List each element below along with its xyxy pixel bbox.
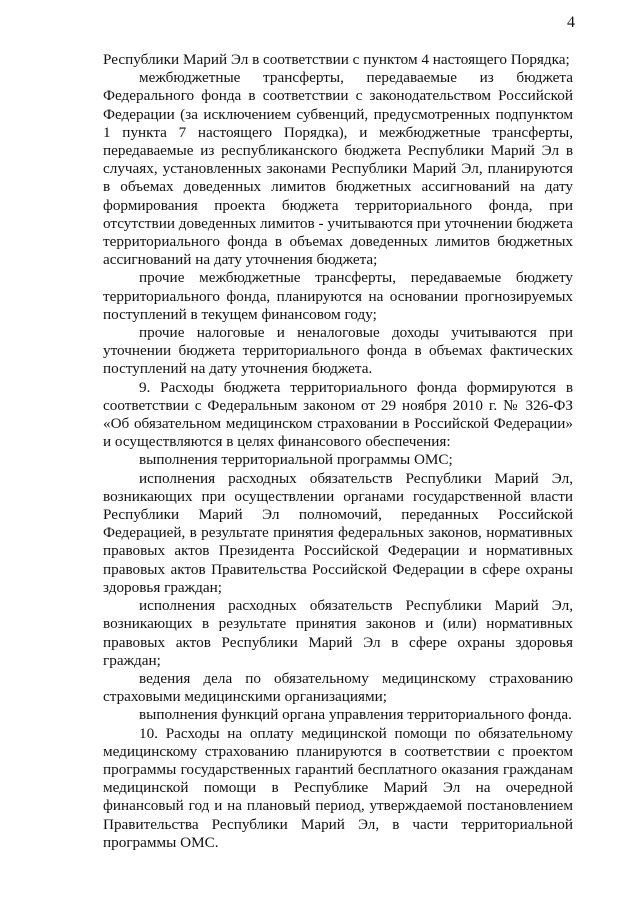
paragraph-interbudget-transfers-federal: межбюджетные трансферты, передаваемые из бюджета Федерального фонда в соответствии с законодательством Российской Федерации (за исключением субвенций, предусмотренных подпунктом 1 пункта 7 настоящего Порядка), и межбюджетные трансферты, передаваемые из республиканского бюджета Республики Марий Эл в случаях, установленных законами Республики Марий Эл, планируются в объемах доведенных лимитов бюджетных ассигнований на дату формирования проекта бюджета территориального фонда, при отсутствии доведенных лимитов - учитываются при уточнении бюджета территориального фонда в объемах доведенных лимитов бюджетных ассигнований на дату уточнения бюджета;	[103, 69, 573, 269]
paragraph-management-functions: выполнения функций органа управления территориального фонда.	[139, 706, 572, 724]
paragraph-other-interbudget-transfers: прочие межбюджетные трансферты, передаваемые бюджету территориального фонда, планируются на основании прогнозируемых поступлений в текущем финансовом году;	[103, 269, 573, 323]
paragraph-item-10: 10. Расходы на оплату медицинской помощи по обязательному медицинскому страхованию планируются в соответствии с проектом программы государственных гарантий бесплатного оказания гражданам медицинской помощи в Республике Марий Эл на очередной финансовый год и на плановый период, утверждаемой постановлением Правительства Республики Марий Эл, в части территориальной программы ОМС.	[103, 724, 573, 851]
paragraph-territorial-program: выполнения территориальной программы ОМС;	[139, 451, 453, 469]
paragraph-republic-obligations: исполнения расходных обязательств Республики Марий Эл, возникающих в результате принятия законов и (или) нормативных правовых актов Республики Марий Эл в сфере охраны здоровья граждан;	[103, 597, 573, 669]
paragraph-other-tax-revenues: прочие налоговые и неналоговые доходы учитываются при уточнении бюджета территориального фонда в объемах фактических поступлений на дату уточнения бюджета.	[103, 324, 573, 378]
document-body	[103, 51, 573, 852]
paragraph-item-9: 9. Расходы бюджета территориального фонда формируются в соответствии с Федеральным законом от 29 ноября 2010 г. № 326-ФЗ «Об обязательном медицинском страховании в Российской Федерации» и осуществляются в целях финансового обеспечения:	[103, 378, 573, 451]
paragraph-continuation: Республики Марий Эл в соответствии с пунктом 4 настоящего Порядка;	[103, 51, 570, 68]
paragraph-federal-obligations: исполнения расходных обязательств Республики Марий Эл, возникающих при осуществлении органами государственной власти Республики Марий Эл полномочий, переданных Российской Федерацией, в результате принятия федеральных законов, нормативных правовых актов Президента Российской Федерации и нормативных правовых актов Правительства Российской Федерации в сфере охраны здоровья граждан;	[103, 469, 573, 596]
paragraph-insurance-business: ведения дела по обязательному медицинскому страхованию страховыми медицинскими организациями;	[103, 669, 573, 706]
page-number: 4	[567, 14, 575, 31]
